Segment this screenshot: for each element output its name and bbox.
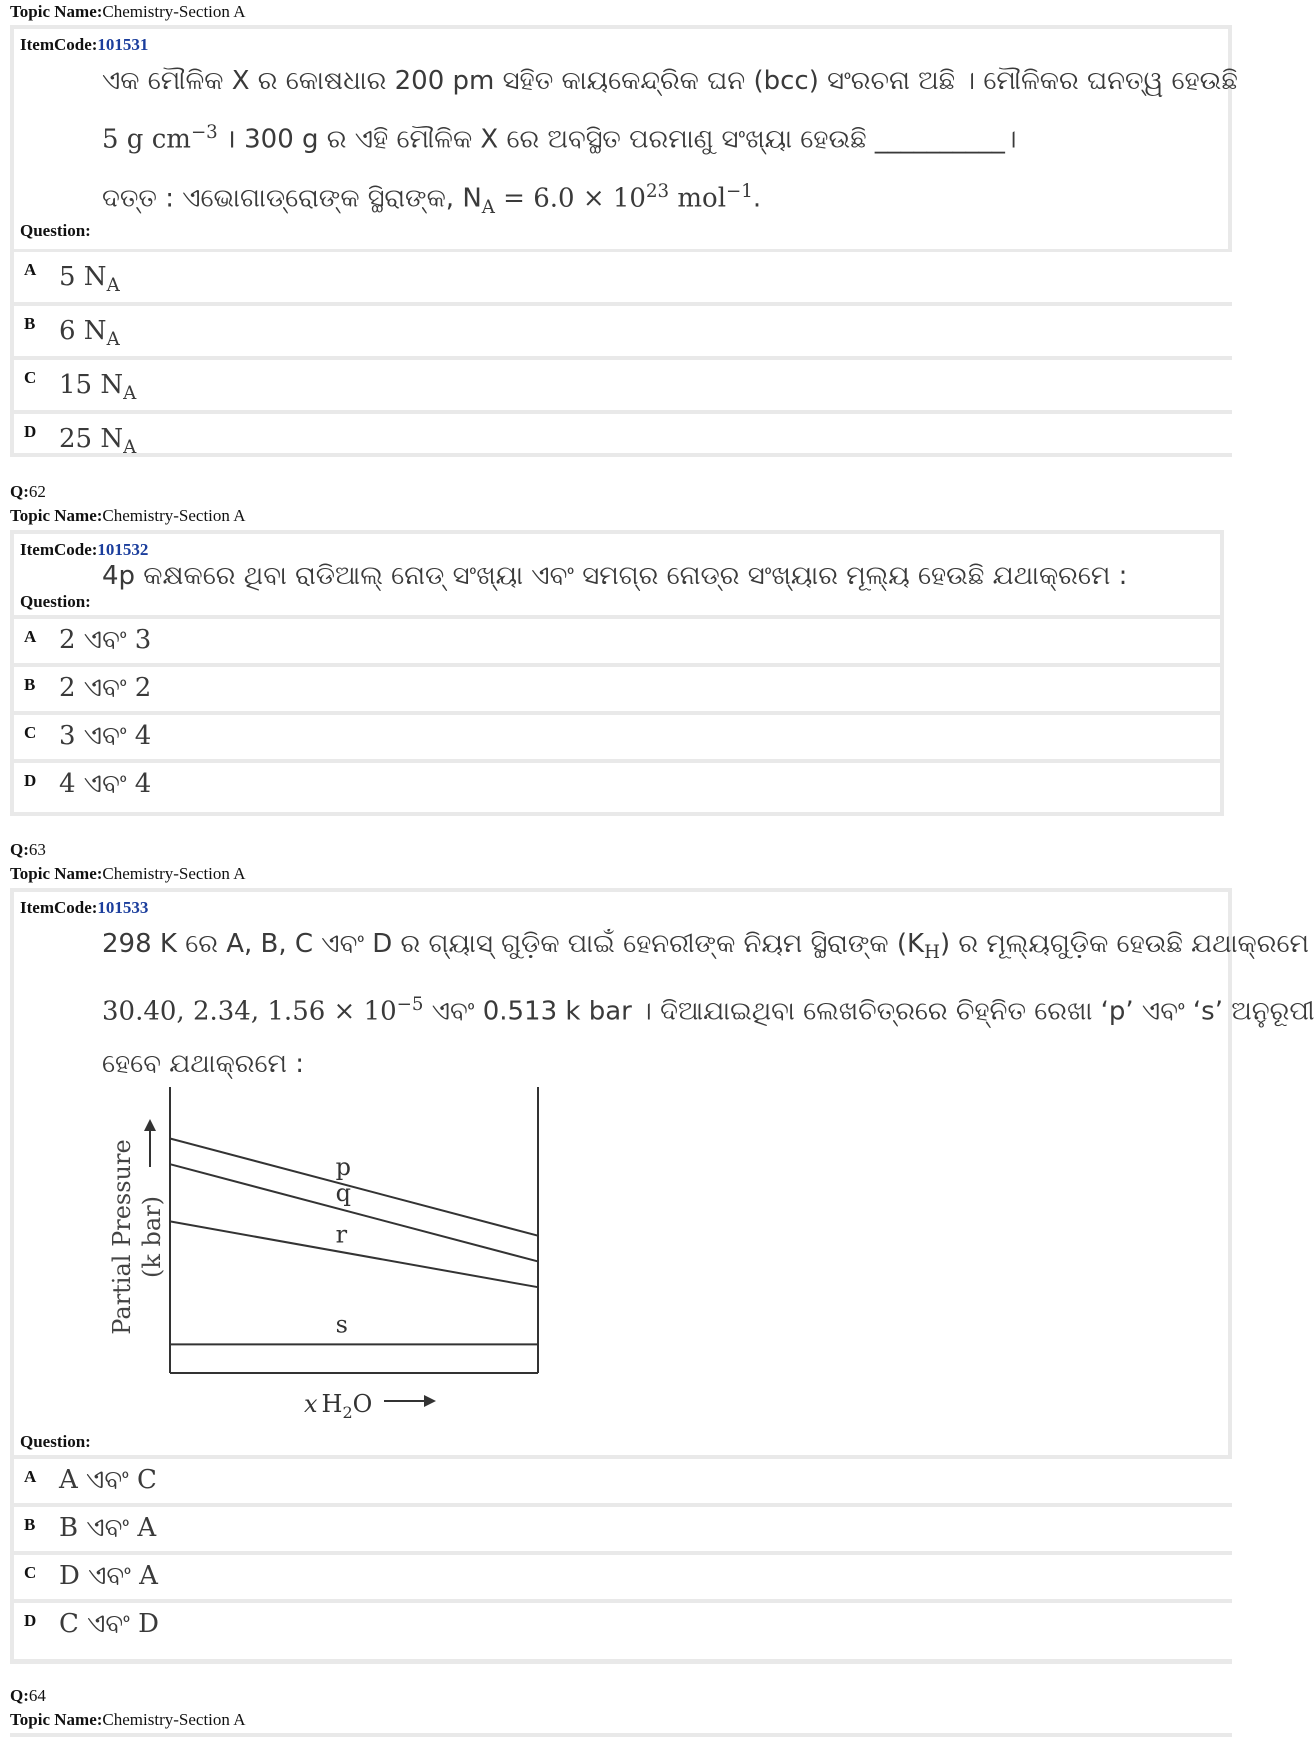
option-text: D ଏବଂ A [59,1561,158,1591]
option-text: 4 ଏବଂ 4 [59,769,152,799]
question-line-3: ଦତ୍ତ : ଏଭୋଗାଡ୍ରୋଙ୍କ ସ୍ଥିରାଙ୍କ, $N_A = 6.0 \times 10^{23}$ mol$^{-1}$. [102,180,762,218]
question-panel [14,29,1238,249]
topic-line-q62 [10,506,245,526]
topic-value: Chemistry-Section A [102,2,246,21]
itemcode-value: 101531 [97,35,149,54]
q-number: 63 [28,840,46,859]
option-b[interactable] [14,306,1232,356]
question-card-q63 [10,888,1314,1664]
itemcode-label: ItemCode: [20,540,98,559]
q-label: Q: [10,1686,29,1705]
topic-label: Topic Name: [10,1710,103,1729]
topic-value: Chemistry-Section A [102,506,246,525]
option-letter: A [24,260,37,279]
series-label-s: s [335,1310,348,1339]
question-number-q64 [10,1686,46,1706]
option-letter: B [24,675,36,694]
option-text: 3 ଏବଂ 4 [59,721,152,751]
option-text: A ଏବଂ C [59,1465,157,1495]
question-label: Question: [20,221,91,240]
option-text: 2 ଏବଂ 2 [59,673,152,703]
option-letter: D [24,771,37,790]
question-text: 4p କକ୍ଷକରେ ଥିବା ରାଡିଆଲ୍ ନୋଡ୍ ସଂଖ୍ୟା ଏବଂ ସମଗ୍ର ନୋଡ୍‌ର ସଂଖ୍ୟାର ମୂଲ୍ୟ ହେଉଛି ଯଥାକ୍ରମେ : [102,561,1128,591]
option-b[interactable] [14,667,1220,711]
option-letter: D [24,422,37,441]
itemcode-value: 101532 [97,540,149,559]
option-a[interactable] [14,619,1220,663]
q-number: 64 [28,1686,46,1705]
option-text: 15 $N_A$ [59,370,137,405]
topic-label: Topic Name: [10,864,103,883]
topic-line-q61 [10,2,245,22]
option-letter: A [24,1467,37,1486]
x-axis-label: x $H_2O$ [304,1390,373,1422]
series-line-q [170,1164,538,1261]
question-number-q63 [10,840,46,860]
option-text: 2 ଏବଂ 3 [59,625,152,655]
q-label: Q: [10,482,29,501]
option-letter: D [24,1611,37,1630]
option-d[interactable] [14,414,1232,459]
option-letter: B [24,1515,36,1534]
series-label-q: q [335,1178,351,1207]
option-letter: B [24,314,36,333]
question-text [102,918,1314,1090]
itemcode-value: 101533 [97,898,149,917]
itemcode-label: ItemCode: [20,898,98,917]
option-letter: C [24,723,37,742]
question-line-1: ଏକ ମୌଳିକ X ର କୋଷଧାର 200 pm ସହିତ କାୟକେନ୍ଦ୍ରିକ ଘନ (bcc) ସଂରଚନା ଅଛି । ମୌଳିକର ଘନତ୍ୱ ହେଉଛି [102,66,1238,96]
topic-line-q64 [10,1710,245,1730]
x-arrow-head [424,1395,436,1407]
option-text: 6 $N_A$ [59,316,120,351]
option-c[interactable] [14,715,1220,759]
y-axis-label-line1: Partial Pressure [108,1139,136,1335]
series-label-r: r [335,1220,348,1249]
itemcode [20,35,148,55]
option-text: 5 $N_A$ [59,262,120,297]
option-c[interactable] [14,360,1232,410]
question-panel [14,534,1220,615]
option-a[interactable] [14,1459,1232,1503]
option-letter: C [24,1563,37,1582]
question-card-q62 [10,530,1224,816]
topic-label: Topic Name: [10,506,103,525]
question-line-2: 5 g $cm^{-3}$ । 300 g ର ଏହି ମୌଳିକ X ରେ ଅବସ୍ଥିତ ପରମାଣୁ ସଂଖ୍ୟା ହେଉଛି __________। [102,122,1017,155]
option-d[interactable] [14,1603,1232,1659]
card-top-edge [10,1733,1232,1737]
option-a[interactable] [14,252,1232,302]
option-b[interactable] [14,1507,1232,1551]
series-label-p: p [335,1153,351,1182]
topic-label: Topic Name: [10,2,103,21]
option-text: 25 $N_A$ [59,424,137,459]
y-axis-label-line2: (k bar) [138,1195,166,1279]
option-text: C ଏବଂ D [59,1609,159,1639]
question-line-1: 298 K ରେ A, B, C ଏବଂ D ର ଗ୍ୟାସ୍ ଗୁଡ଼ିକ ପାଇଁ ହେନରୀଙ୍କ ନିୟମ ସ୍ଥିରାଙ୍କ $(K_H)$ ର ମୂଲ୍ୟଗୁଡ଼ିକ ହେଉଛି ଯଥାକ୍ରମେ [102,929,1309,964]
series-line-r [170,1221,538,1287]
option-letter: C [24,368,37,387]
question-line-3: ହେବେ ଯଥାକ୍ରମେ : [102,1048,305,1079]
question-card-q61 [10,25,1238,459]
henry-law-graph [84,1087,604,1427]
q-number: 62 [28,482,46,501]
question-label: Question: [20,592,91,611]
topic-value: Chemistry-Section A [102,1710,246,1729]
question-panel [14,892,1314,1455]
option-d[interactable] [14,763,1220,812]
q-label: Q: [10,840,29,859]
question-number-q62 [10,482,46,502]
option-text: B ଏବଂ A [59,1513,157,1543]
series-line-p [170,1138,538,1235]
option-c[interactable] [14,1555,1232,1599]
y-arrow-head [144,1119,156,1131]
topic-value: Chemistry-Section A [102,864,246,883]
itemcode [20,898,148,918]
question-label: Question: [20,1432,91,1451]
question-text [102,55,1238,234]
itemcode-label: ItemCode: [20,35,98,54]
option-letter: A [24,627,37,646]
topic-line-q63 [10,864,245,884]
question-line-2: 30.40, 2.34, $1.56 \times 10^{-5}$ ଏବଂ 0.513 k bar । ଦିଆଯାଇଥିବା ଲେଖଚିତ୍ରରେ ଚିହ୍ନିତ ରେଖା ‘p’ ଏବଂ ‘s’ ଅନୁରୂପୀ [102,994,1314,1027]
y-axis-label [108,1139,166,1334]
